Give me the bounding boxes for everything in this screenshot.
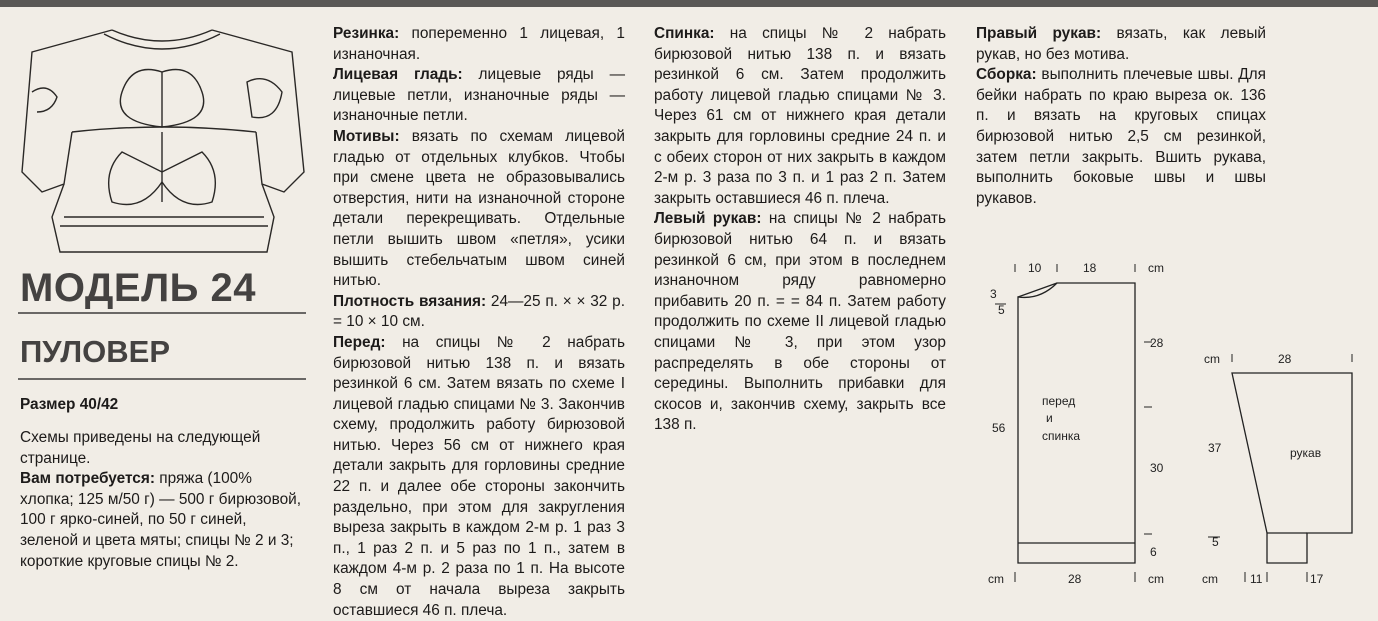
sleeve-bottom-dim-b: 17	[1310, 572, 1324, 586]
gauge-paragraph	[333, 292, 625, 333]
sweater-illustration	[12, 12, 312, 264]
size-label: Размер 40/42	[20, 396, 119, 413]
stockinette-label: Лицевая гладь:	[333, 66, 463, 84]
model-title: МОДЕЛЬ 24	[20, 266, 257, 310]
body-bottom-unit-left: cm	[988, 572, 1004, 586]
motifs-text: вязать по схемам лицевой гладью от отдельных клубков. Чтобы при смене цвета не образовывались отверстия, нити на изнаночной стороне детали перекрещивать. Отдельные петли вышить швом «петля», усики вышить стебельчатым швом синей нитью.	[333, 127, 626, 290]
front-paragraph	[333, 333, 625, 621]
motifs-label: Мотивы:	[333, 127, 400, 145]
text-column-4	[976, 24, 1266, 209]
right-sleeve-label: Правый рукав:	[976, 25, 1102, 42]
schemes-note: Схемы приведены на следующей странице.	[20, 429, 261, 467]
materials-text: пряжа (100% хлопка; 125 м/50 г) — 500 г бирюзовой, 100 г ярко-синей, по 50 г синей, зеленой и цвета мяты; спицы № 2 и 3; короткие круговые спицы № 2.	[20, 470, 302, 570]
body-top-dim-b: 18	[1083, 261, 1097, 275]
rib-label: Резинка:	[333, 25, 400, 42]
assembly-label: Сборка:	[976, 66, 1037, 84]
left-sleeve-text: на спицы № 2 набрать бирюзовой нитью 64 п. и вязать резинкой 6 см, при этом в последнем изнаночном ряду равномерно прибавить 20 п. = = 84 п. Затем работу продолжить по схеме II лицевой гладью спицами № 3, при этом узор распределять в обе стороны от середины. Выполнить прибавки для скосов и, закончив схему, закрыть все 138 п.	[654, 210, 947, 434]
body-label-1: перед	[1042, 394, 1076, 408]
back-text: на спицы № 2 набрать бирюзовой нитью 138 п. и вязать резинкой 6 см. Затем продолжить работу лицевой гладью спицами № 3. Через 61 см от нижнего края детали закрыть для горловины средние 24 п. и с обеих сторон от них закрыть в каждом 2-м р. 3 раза по 3 п. и 1 раз 2 п. Затем закрыть оставшиеся 46 п. плеча.	[654, 25, 946, 207]
body-top-dim-a: 10	[1028, 261, 1042, 275]
rib-paragraph	[333, 24, 625, 65]
body-outline	[1018, 283, 1135, 563]
sleeve-height: 37	[1208, 441, 1222, 455]
body-neck-dim-a: 3	[990, 287, 997, 301]
right-sleeve-text: вязать, как левый рукав, но без мотива.	[976, 25, 1266, 63]
materials-label: Вам потребуется:	[20, 470, 155, 488]
title-rule	[18, 312, 306, 314]
body-lower-height: 30	[1150, 461, 1164, 475]
text-column-3	[654, 24, 946, 436]
sleeve-top-width: 28	[1278, 352, 1292, 366]
stockinette-text: лицевые ряды — лицевые петли, изнаночные ряды — изнаночные петли.	[333, 66, 626, 125]
top-border	[0, 0, 1378, 7]
sleeve-outline	[1232, 373, 1352, 563]
sleeve-rib-height: 5	[1212, 535, 1219, 549]
gauge-label: Плотность вязания:	[333, 292, 487, 310]
body-label-2: и	[1046, 411, 1053, 425]
gauge-text: 24—25 п. × × 32 р. = 10 × 10 см.	[333, 292, 625, 331]
back-label: Спинка:	[654, 25, 715, 42]
garment-title: ПУЛОВЕР	[20, 334, 170, 369]
motifs-paragraph	[333, 127, 625, 292]
intro-block	[20, 428, 307, 572]
left-sleeve-paragraph	[654, 209, 946, 436]
left-sleeve-label: Левый рукав:	[654, 210, 762, 228]
pattern-schema	[960, 250, 1378, 606]
body-height-total: 56	[992, 421, 1006, 435]
front-label: Перед:	[333, 333, 386, 351]
body-top-unit: cm	[1148, 261, 1164, 275]
body-bottom-unit-right: cm	[1148, 572, 1164, 586]
body-rib-height: 6	[1150, 545, 1157, 559]
sleeve-label: рукав	[1290, 446, 1322, 460]
body-upper-height: 28	[1150, 336, 1164, 350]
sleeve-top-unit: cm	[1204, 352, 1220, 366]
front-text: на спицы № 2 набрать бирюзовой нитью 138 п. и вязать резинкой 6 см. Затем вязать по схеме I лицевой гладью спицами № 3. Закончив схему, продолжить работу бирюзовой нитью. Через 56 см от нижнего края детали закрыть для горловины средние 22 п. и далее обе стороны закончить раздельно, при этом для закругления выреза закрыть в каждом 2-м р. 1 раз 3 п., 1 раз 2 п. и 5 раз по 1 п., затем в каждом 4-м р. 2 раза по 1 п. На высоте 8 см от начала выреза закрыть оставшиеся 46 п. плеча.	[333, 333, 625, 619]
body-label-3: спинка	[1042, 429, 1081, 443]
body-neck-dim-b: 5	[998, 303, 1005, 317]
body-width: 28	[1068, 572, 1082, 586]
text-column-2	[333, 24, 625, 621]
rib-text: попеременно 1 лицевая, 1 изнаночная.	[333, 25, 625, 63]
right-sleeve-paragraph	[976, 24, 1266, 65]
back-paragraph	[654, 24, 946, 209]
assembly-text: выполнить плечевые швы. Для бейки набрать по краю выреза ок. 136 п. и вязать на круговых спицах бирюзовой нитью 2,5 см резинкой, затем петли закрыть. Вшить рукава, выполнить боковые швы и швы рукавов.	[976, 66, 1266, 207]
sleeve-bottom-dim-a: 11	[1250, 572, 1263, 586]
sleeve-bottom-unit: cm	[1202, 572, 1218, 586]
assembly-paragraph	[976, 65, 1266, 209]
materials-paragraph	[20, 469, 307, 572]
stockinette-paragraph	[333, 65, 625, 127]
subtitle-rule	[18, 378, 306, 380]
